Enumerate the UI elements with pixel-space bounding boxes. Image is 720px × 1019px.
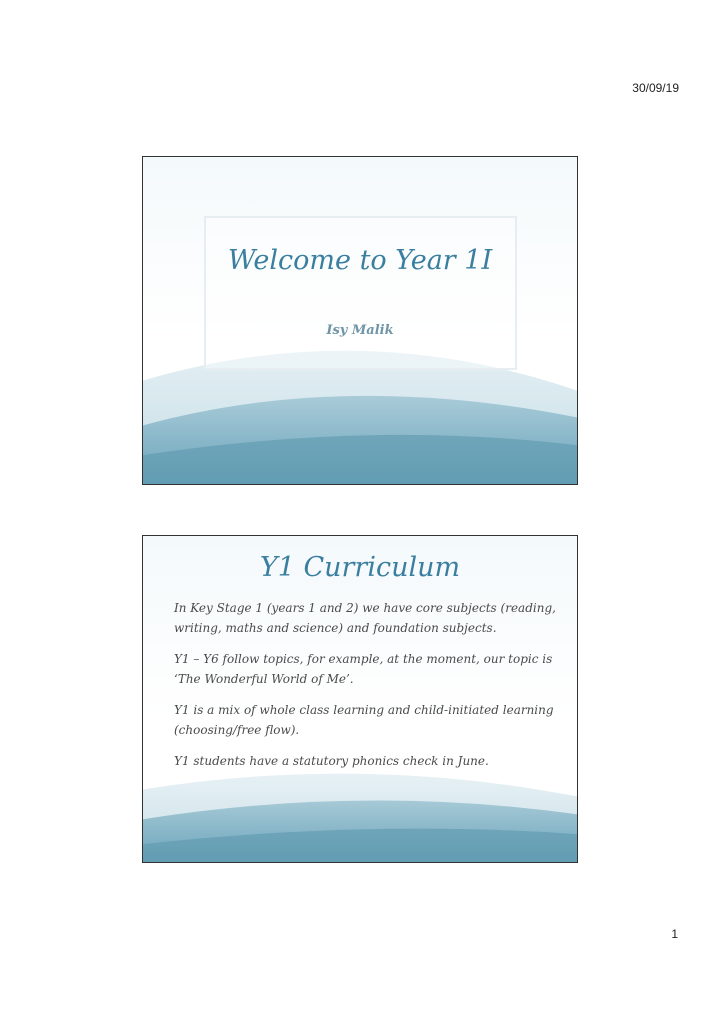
slide-title: Y1 Curriculum bbox=[259, 552, 461, 583]
page-number: 1 bbox=[671, 927, 678, 941]
body-paragraph: Y1 – Y6 follow topics, for example, at the moment, our topic is ‘The Wonderful World of Me’. bbox=[174, 652, 553, 686]
body-paragraph: Y1 is a mix of whole class learning and child-initiated learning (choosing/free flow). bbox=[174, 703, 554, 737]
slide-subtitle: Isy Malik bbox=[326, 323, 394, 338]
title-frame bbox=[204, 216, 517, 370]
page-date: 30/09/19 bbox=[632, 81, 679, 95]
body-paragraph: In Key Stage 1 (years 1 and 2) we have core subjects (reading, writing, maths and science) and foundation subjects. bbox=[174, 601, 556, 635]
slide-title: Welcome to Year 1I bbox=[227, 245, 493, 276]
title-slide bbox=[142, 156, 578, 485]
slide-body bbox=[174, 598, 564, 782]
body-paragraph: Y1 students have a statutory phonics check in June. bbox=[174, 754, 489, 768]
curriculum-slide bbox=[142, 535, 578, 863]
